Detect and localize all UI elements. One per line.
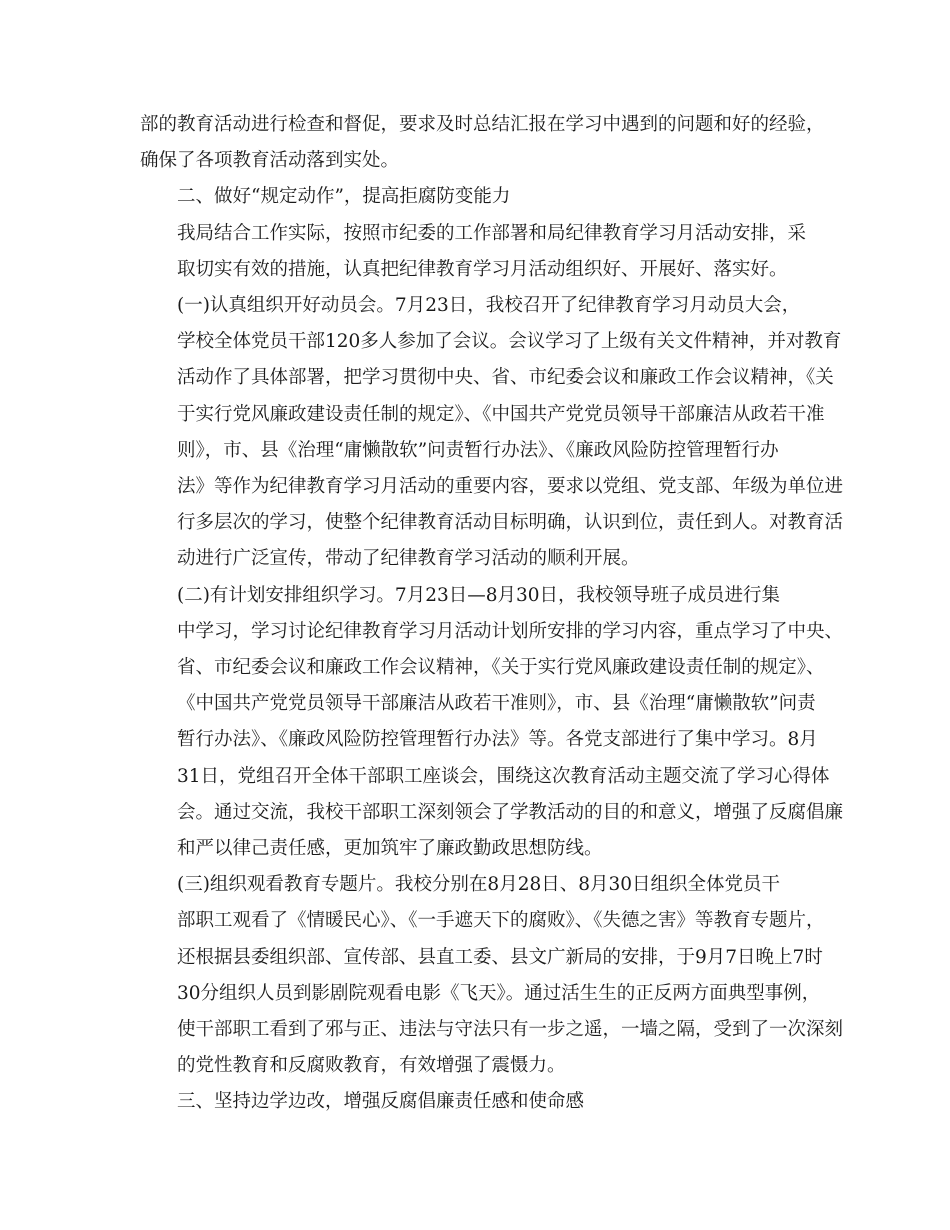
text-line: 的党性教育和反腐败教育，有效增强了震慑力。: [177, 1055, 566, 1077]
text-line: 部职工观看了《情暖民心》、《一手遮天下的腐败》、《失德之害》等教育专题片，: [177, 910, 825, 932]
paragraph-item-3: [140, 867, 844, 1084]
text-line: 和严以律己责任感，更加筑牢了廉政勤政思想防线。: [177, 838, 603, 860]
text-line: 使干部职工看到了邪与正、违法与守法只有一步之遥，一墙之隔，受到了一次深刻: [177, 1019, 844, 1041]
text-line: 还根据县委组织部、宣传部、县直工委、县文广新局的安排，于9月7日晚上7时: [177, 946, 823, 968]
text-line: (一)认真组织开好动员会。7月23日，我校召开了纪律教育学习月动员大会，: [177, 295, 801, 317]
text-line: (三)组织观看教育专题片。我校分别在8月28日、8月30日组织全体党员干: [177, 874, 781, 896]
text-line: 31日，党组召开全体干部职工座谈会，围绕这次教育活动主题交流了学习心得体: [177, 765, 830, 787]
paragraph-continuation: [140, 107, 830, 179]
text-line: 30分组织人员到影剧院观看电影《飞天》。通过活生生的正反两方面典型事例，: [177, 982, 821, 1004]
text-line: 《中国共产党党员领导干部廉洁从政若干准则》，市、县《治理“庸懒散软”问责: [177, 693, 816, 715]
text-line: 省、市纪委会议和廉政工作会议精神，《关于实行党风廉政建设责任制的规定》、: [177, 657, 825, 679]
text-line: 行多层次的学习，使整个纪律教育活动目标明确，认识到位，责任到人。对教育活: [177, 512, 844, 534]
paragraph-item-2: [140, 578, 844, 868]
text-line: 动进行广泛宣传，带动了纪律教育学习活动的顺利开展。: [177, 548, 640, 570]
text-line: 则》，市、县《治理“庸懒散软”问责暂行办法》、《廉政风险防控管理暂行办: [177, 439, 779, 461]
text-line: 活动作了具体部署，把学习贯彻中央、省、市纪委会议和廉政工作会议精神，《关: [177, 367, 834, 389]
text-line: 暂行办法》、《廉政风险防控管理暂行办法》等。各党支部进行了集中学习。8月: [177, 729, 818, 751]
text-line: 确保了各项教育活动落到实处。: [140, 150, 400, 172]
section-heading-2: [140, 179, 830, 215]
heading-text: 二、做好“规定动作”，提高拒腐防变能力: [177, 186, 511, 208]
text-line: 中学习，学习讨论纪律教育学习月活动计划所安排的学习内容，重点学习了中央、: [177, 620, 844, 642]
text-line: 部的教育活动进行检查和督促，要求及时总结汇报在学习中遇到的问题和好的经验，: [140, 114, 825, 135]
heading-text: 三、坚持边学边改，增强反腐倡廉责任感和使命感: [177, 1091, 585, 1113]
section-heading-3: [140, 1084, 830, 1120]
text-line: (二)有计划安排组织学习。7月23日—8月30日，我校领导班子成员进行集: [177, 584, 781, 606]
paragraph-intro: [140, 216, 830, 288]
text-line: 法》等作为纪律教育学习月活动的重要内容，要求以党组、党支部、年级为单位进: [177, 476, 844, 498]
text-line: 取切实有效的措施，认真把纪律教育学习月活动组织好、开展好、落实好。: [177, 258, 788, 280]
paragraph-item-1: [140, 288, 844, 578]
text-line: 我局结合工作实际，按照市纪委的工作部署和局纪律教育学习月活动安排，采: [177, 222, 807, 244]
text-line: 于实行党风廉政建设责任制的规定》、《中国共产党党员领导干部廉洁从政若干准: [177, 403, 825, 425]
text-line: 会。通过交流，我校干部职工深刻领会了学教活动的目的和意义，增强了反腐倡廉: [177, 801, 844, 823]
document-body: [140, 107, 844, 1121]
text-line: 学校全体党员干部120多人参加了会议。会议学习了上级有关文件精神，并对教育: [177, 331, 842, 353]
